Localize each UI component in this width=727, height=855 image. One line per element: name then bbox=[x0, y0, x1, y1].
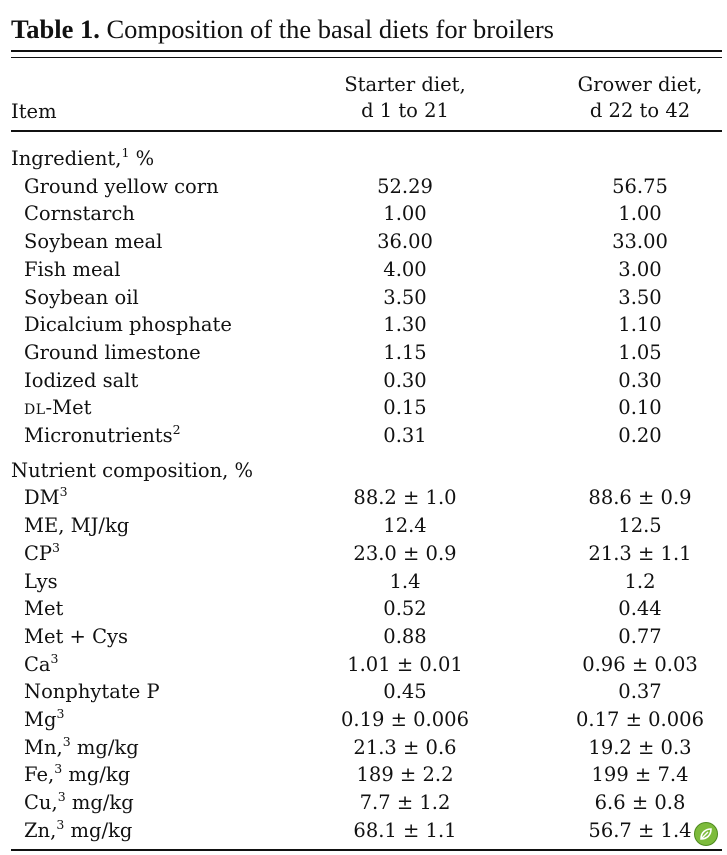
item-name bbox=[24, 817, 132, 844]
item-name bbox=[24, 512, 129, 539]
item-unit: mg/kg bbox=[64, 818, 133, 842]
grower-value: 1.05 bbox=[618, 340, 662, 364]
item-unit: % bbox=[129, 147, 155, 170]
footnote-marker: 3 bbox=[62, 733, 71, 749]
item-name bbox=[24, 568, 58, 595]
starter-value: 4.00 bbox=[383, 257, 427, 281]
item-name-text: Micronutrients bbox=[24, 424, 173, 447]
item-name bbox=[24, 734, 139, 761]
bottom-rule bbox=[11, 849, 722, 851]
grower-value: 56.7 ± 1.4 bbox=[588, 818, 692, 842]
column-header-starter-line1: Starter diet, bbox=[344, 73, 466, 96]
item-unit: mg/kg bbox=[65, 791, 134, 815]
item-name bbox=[24, 651, 59, 678]
item-name-text: Ingredient, bbox=[11, 147, 122, 170]
item-name-text: Ca bbox=[24, 652, 51, 676]
footnote-marker: 1 bbox=[121, 145, 130, 160]
table-row bbox=[0, 789, 727, 816]
item-name bbox=[24, 789, 134, 816]
grower-value: 33.00 bbox=[612, 230, 668, 254]
grower-value: 1.10 bbox=[618, 313, 662, 337]
section-label bbox=[11, 457, 253, 484]
column-header-grower bbox=[535, 72, 727, 124]
starter-value: 23.0 ± 0.9 bbox=[353, 541, 457, 565]
section-header-row bbox=[0, 457, 727, 484]
item-name-text: Dicalcium phosphate bbox=[24, 313, 232, 337]
table-row bbox=[0, 256, 727, 283]
item-name-text: Fe, bbox=[24, 763, 55, 787]
item-name-text: Soybean meal bbox=[24, 230, 163, 254]
item-unit: mg/kg bbox=[62, 763, 131, 787]
grower-value: 1.00 bbox=[618, 202, 662, 226]
table-row bbox=[0, 623, 727, 650]
footnote-marker: 2 bbox=[172, 422, 181, 437]
footnote-marker: 3 bbox=[57, 789, 66, 805]
item-name bbox=[24, 623, 128, 650]
table-row bbox=[0, 512, 727, 539]
item-name-text: Ground limestone bbox=[24, 340, 201, 364]
grower-value: 1.2 bbox=[624, 569, 656, 593]
starter-value: 3.50 bbox=[383, 285, 427, 309]
item-name bbox=[24, 706, 64, 733]
starter-value: 12.4 bbox=[383, 514, 427, 538]
item-name bbox=[24, 595, 63, 622]
footnote-marker: 3 bbox=[56, 816, 65, 832]
footnote-marker: 3 bbox=[50, 650, 59, 666]
top-rule-thick bbox=[11, 50, 722, 52]
item-name bbox=[24, 678, 160, 705]
table-row bbox=[0, 284, 727, 311]
starter-value: 0.88 bbox=[383, 624, 427, 648]
grower-value: 88.6 ± 0.9 bbox=[588, 486, 692, 510]
item-name-text: -Met bbox=[45, 396, 92, 420]
item-name-text: Met + Cys bbox=[24, 624, 129, 648]
starter-value: 88.2 ± 1.0 bbox=[353, 486, 457, 510]
section-header-row bbox=[0, 145, 727, 172]
footnote-marker: 3 bbox=[54, 761, 63, 777]
grower-value: 21.3 ± 1.1 bbox=[588, 541, 692, 565]
grower-value: 0.30 bbox=[618, 368, 662, 392]
table-row bbox=[0, 678, 727, 705]
starter-value: 0.31 bbox=[383, 424, 427, 447]
starter-value: 0.52 bbox=[383, 597, 427, 621]
item-name-text: ME, MJ/kg bbox=[24, 514, 130, 538]
grower-value: 56.75 bbox=[612, 174, 668, 198]
item-name bbox=[24, 284, 139, 311]
header-rule bbox=[11, 130, 722, 132]
item-name bbox=[24, 256, 120, 283]
item-name-text: Mg bbox=[24, 708, 57, 731]
grower-value: 0.96 ± 0.03 bbox=[582, 652, 698, 676]
starter-value: 1.4 bbox=[389, 569, 421, 593]
column-header-grower-line1: Grower diet, bbox=[577, 73, 703, 96]
item-name-text: Nonphytate P bbox=[24, 680, 160, 704]
item-name bbox=[24, 367, 138, 394]
column-header-grower-line2: d 22 to 42 bbox=[589, 99, 691, 122]
starter-value: 0.30 bbox=[383, 368, 427, 392]
item-name bbox=[24, 761, 130, 788]
item-name bbox=[24, 173, 219, 200]
grower-value: 12.5 bbox=[618, 514, 662, 538]
table-row bbox=[0, 540, 727, 567]
item-name bbox=[24, 422, 181, 449]
item-name bbox=[24, 339, 201, 366]
top-rule-thin bbox=[11, 57, 722, 58]
starter-value: 1.15 bbox=[383, 340, 427, 364]
leaf-badge-icon bbox=[694, 822, 718, 846]
item-name-text: Cornstarch bbox=[24, 202, 135, 226]
table-row bbox=[0, 734, 727, 761]
grower-value: 0.37 bbox=[618, 680, 662, 704]
item-name-text: DM bbox=[24, 486, 60, 510]
grower-value: 3.00 bbox=[618, 257, 662, 281]
item-name-text: Zn, bbox=[24, 818, 57, 842]
column-header-starter bbox=[300, 72, 510, 124]
table-row bbox=[0, 311, 727, 338]
item-name-text: Iodized salt bbox=[24, 368, 139, 392]
table-row bbox=[0, 173, 727, 200]
starter-value: 0.45 bbox=[383, 680, 427, 704]
table-caption-label: Table 1. bbox=[11, 14, 100, 44]
column-header-starter-line2: d 1 to 21 bbox=[361, 99, 449, 122]
starter-value: 0.15 bbox=[383, 396, 427, 420]
item-name-text: CP bbox=[24, 541, 53, 565]
item-name-text: Nutrient composition, % bbox=[11, 458, 254, 482]
footnote-marker: 3 bbox=[56, 706, 65, 721]
table-row bbox=[0, 595, 727, 622]
footnote-marker: 3 bbox=[52, 539, 60, 555]
table-row bbox=[0, 339, 727, 366]
table-row bbox=[0, 394, 727, 421]
grower-value: 199 ± 7.4 bbox=[591, 763, 689, 787]
starter-value: 1.00 bbox=[383, 202, 427, 226]
item-name-smallcaps: DL bbox=[24, 402, 46, 419]
item-name bbox=[24, 484, 68, 511]
table-row bbox=[0, 484, 727, 511]
item-name bbox=[24, 394, 91, 424]
table-row bbox=[0, 568, 727, 595]
item-name bbox=[24, 311, 232, 338]
starter-value: 0.19 ± 0.006 bbox=[341, 708, 469, 731]
grower-value: 6.6 ± 0.8 bbox=[594, 791, 686, 815]
item-name-text: Lys bbox=[24, 569, 58, 593]
section-label bbox=[11, 145, 154, 172]
item-name bbox=[24, 228, 162, 255]
column-header-item: Item bbox=[11, 100, 57, 123]
grower-value: 0.77 bbox=[618, 624, 662, 648]
item-unit: mg/kg bbox=[70, 735, 139, 759]
item-name-text: Fish meal bbox=[24, 257, 121, 281]
table-row bbox=[0, 228, 727, 255]
starter-value: 21.3 ± 0.6 bbox=[353, 735, 457, 759]
starter-value: 52.29 bbox=[377, 174, 433, 198]
item-name-text: Mn, bbox=[24, 735, 63, 759]
table-row bbox=[0, 761, 727, 788]
table-row bbox=[0, 200, 727, 227]
grower-value: 0.44 bbox=[618, 597, 662, 621]
table-caption-title: Composition of the basal diets for broilers bbox=[106, 14, 554, 44]
grower-value: 0.20 bbox=[618, 424, 662, 447]
footnote-marker: 3 bbox=[59, 484, 68, 500]
item-name-text: Ground yellow corn bbox=[24, 174, 219, 198]
table-row bbox=[0, 706, 727, 733]
item-name-text: Soybean oil bbox=[24, 285, 139, 309]
item-name-text: Cu, bbox=[24, 791, 58, 815]
grower-value: 19.2 ± 0.3 bbox=[588, 735, 692, 759]
starter-value: 36.00 bbox=[377, 230, 433, 254]
table-row bbox=[0, 817, 727, 844]
table-row bbox=[0, 367, 727, 394]
starter-value: 68.1 ± 1.1 bbox=[353, 818, 457, 842]
item-name bbox=[24, 540, 60, 567]
starter-value: 1.01 ± 0.01 bbox=[347, 652, 463, 676]
item-name bbox=[24, 200, 135, 227]
table-caption bbox=[11, 12, 723, 46]
grower-value: 0.10 bbox=[618, 396, 662, 420]
starter-value: 1.30 bbox=[383, 313, 427, 337]
grower-value: 0.17 ± 0.006 bbox=[576, 708, 704, 731]
starter-value: 189 ± 2.2 bbox=[356, 763, 454, 787]
table-row bbox=[0, 651, 727, 678]
starter-value: 7.7 ± 1.2 bbox=[359, 791, 451, 815]
grower-value: 3.50 bbox=[618, 285, 662, 309]
item-name-text: Met bbox=[24, 597, 64, 621]
table-row bbox=[0, 422, 727, 449]
